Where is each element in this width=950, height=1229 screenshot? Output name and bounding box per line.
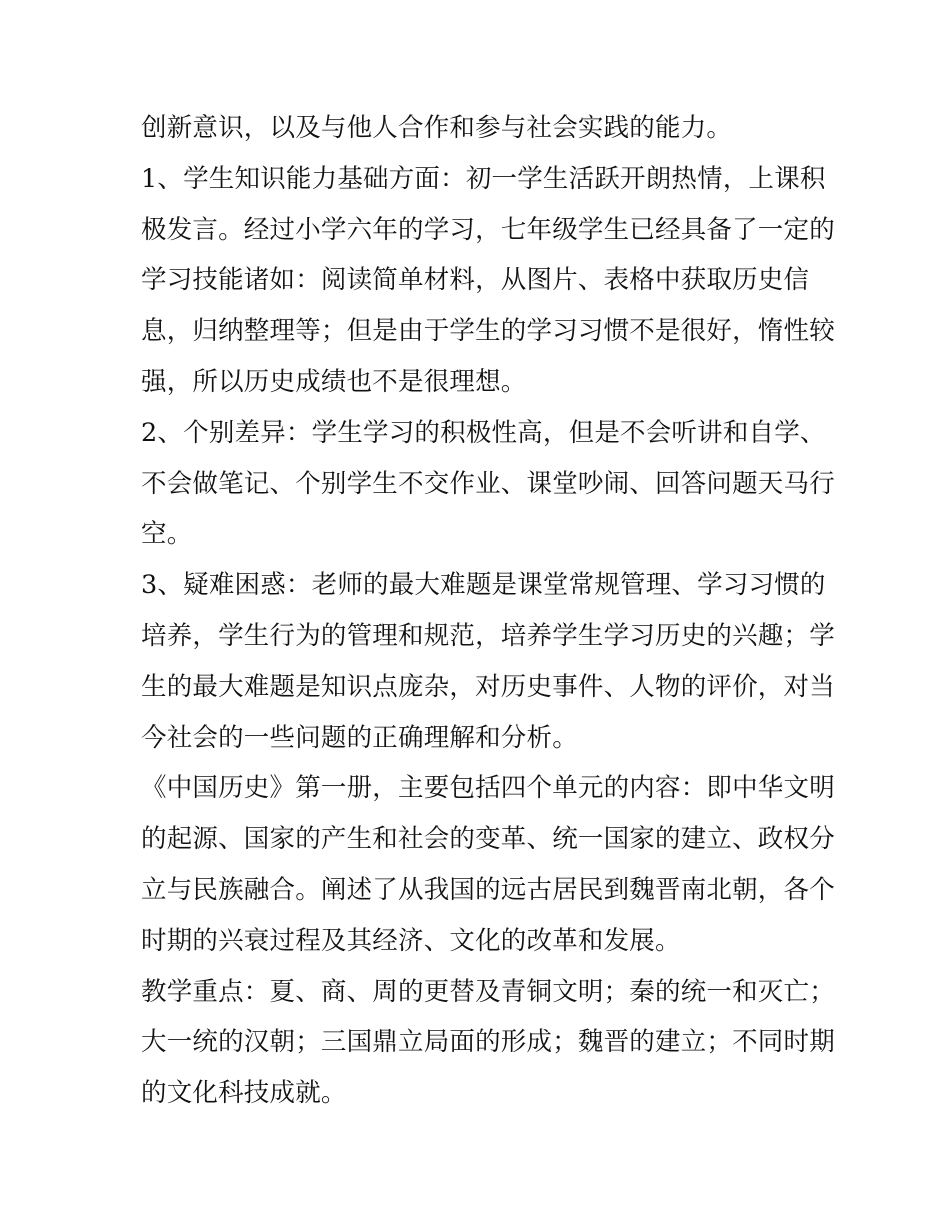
text-line: 教学重点：夏、商、周的更替及青铜文明；秦的统一和灭亡； (141, 976, 835, 1007)
text-line: 立与民族融合。阐述了从我国的远古居民到魏晋南北朝，各个 (141, 874, 835, 905)
text-line: 2、个别差异：学生学习的积极性高，但是不会听讲和自学、 (141, 417, 826, 448)
text-line: 创新意识，以及与他人合作和参与社会实践的能力。 (141, 113, 733, 143)
text-line: 《中国历史》第一册，主要包括四个单元的内容：即中华文明 (141, 773, 835, 804)
text-line: 强，所以历史成绩也不是很理想。 (141, 366, 527, 397)
text-line: 息，归纳整理等；但是由于学生的学习习惯不是很好，惰性较 (141, 316, 835, 347)
text-line: 的文化科技成就。 (141, 1078, 347, 1109)
text-line: 的起源、国家的产生和社会的变革、统一国家的建立、政权分 (141, 824, 835, 855)
text-line: 不会做笔记、个别学生不交作业、课堂吵闹、回答问题天马行 (141, 468, 835, 499)
text-line: 今社会的一些问题的正确理解和分析。 (141, 722, 578, 753)
text-line: 生的最大难题是知识点庞杂，对历史事件、人物的评价，对当 (141, 671, 835, 702)
text-line: 时期的兴衰过程及其经济、文化的改革和发展。 (141, 925, 681, 956)
document-page (141, 103, 841, 1119)
text-line: 学习技能诸如：阅读简单材料，从图片、表格中获取历史信 (141, 265, 810, 296)
text-line: 极发言。经过小学六年的学习，七年级学生已经具备了一定的 (141, 214, 835, 245)
text-line: 大一统的汉朝；三国鼎立局面的形成；魏晋的建立；不同时期 (141, 1027, 835, 1058)
text-line: 培养，学生行为的管理和规范，培养学生学习历史的兴趣；学 (141, 620, 835, 651)
text-line: 3、疑难困惑：老师的最大难题是课堂常规管理、学习习惯的 (141, 570, 826, 601)
text-line: 1、学生知识能力基础方面：初一学生活跃开朗热情，上课积 (141, 163, 826, 194)
text-line: 空。 (141, 519, 193, 550)
